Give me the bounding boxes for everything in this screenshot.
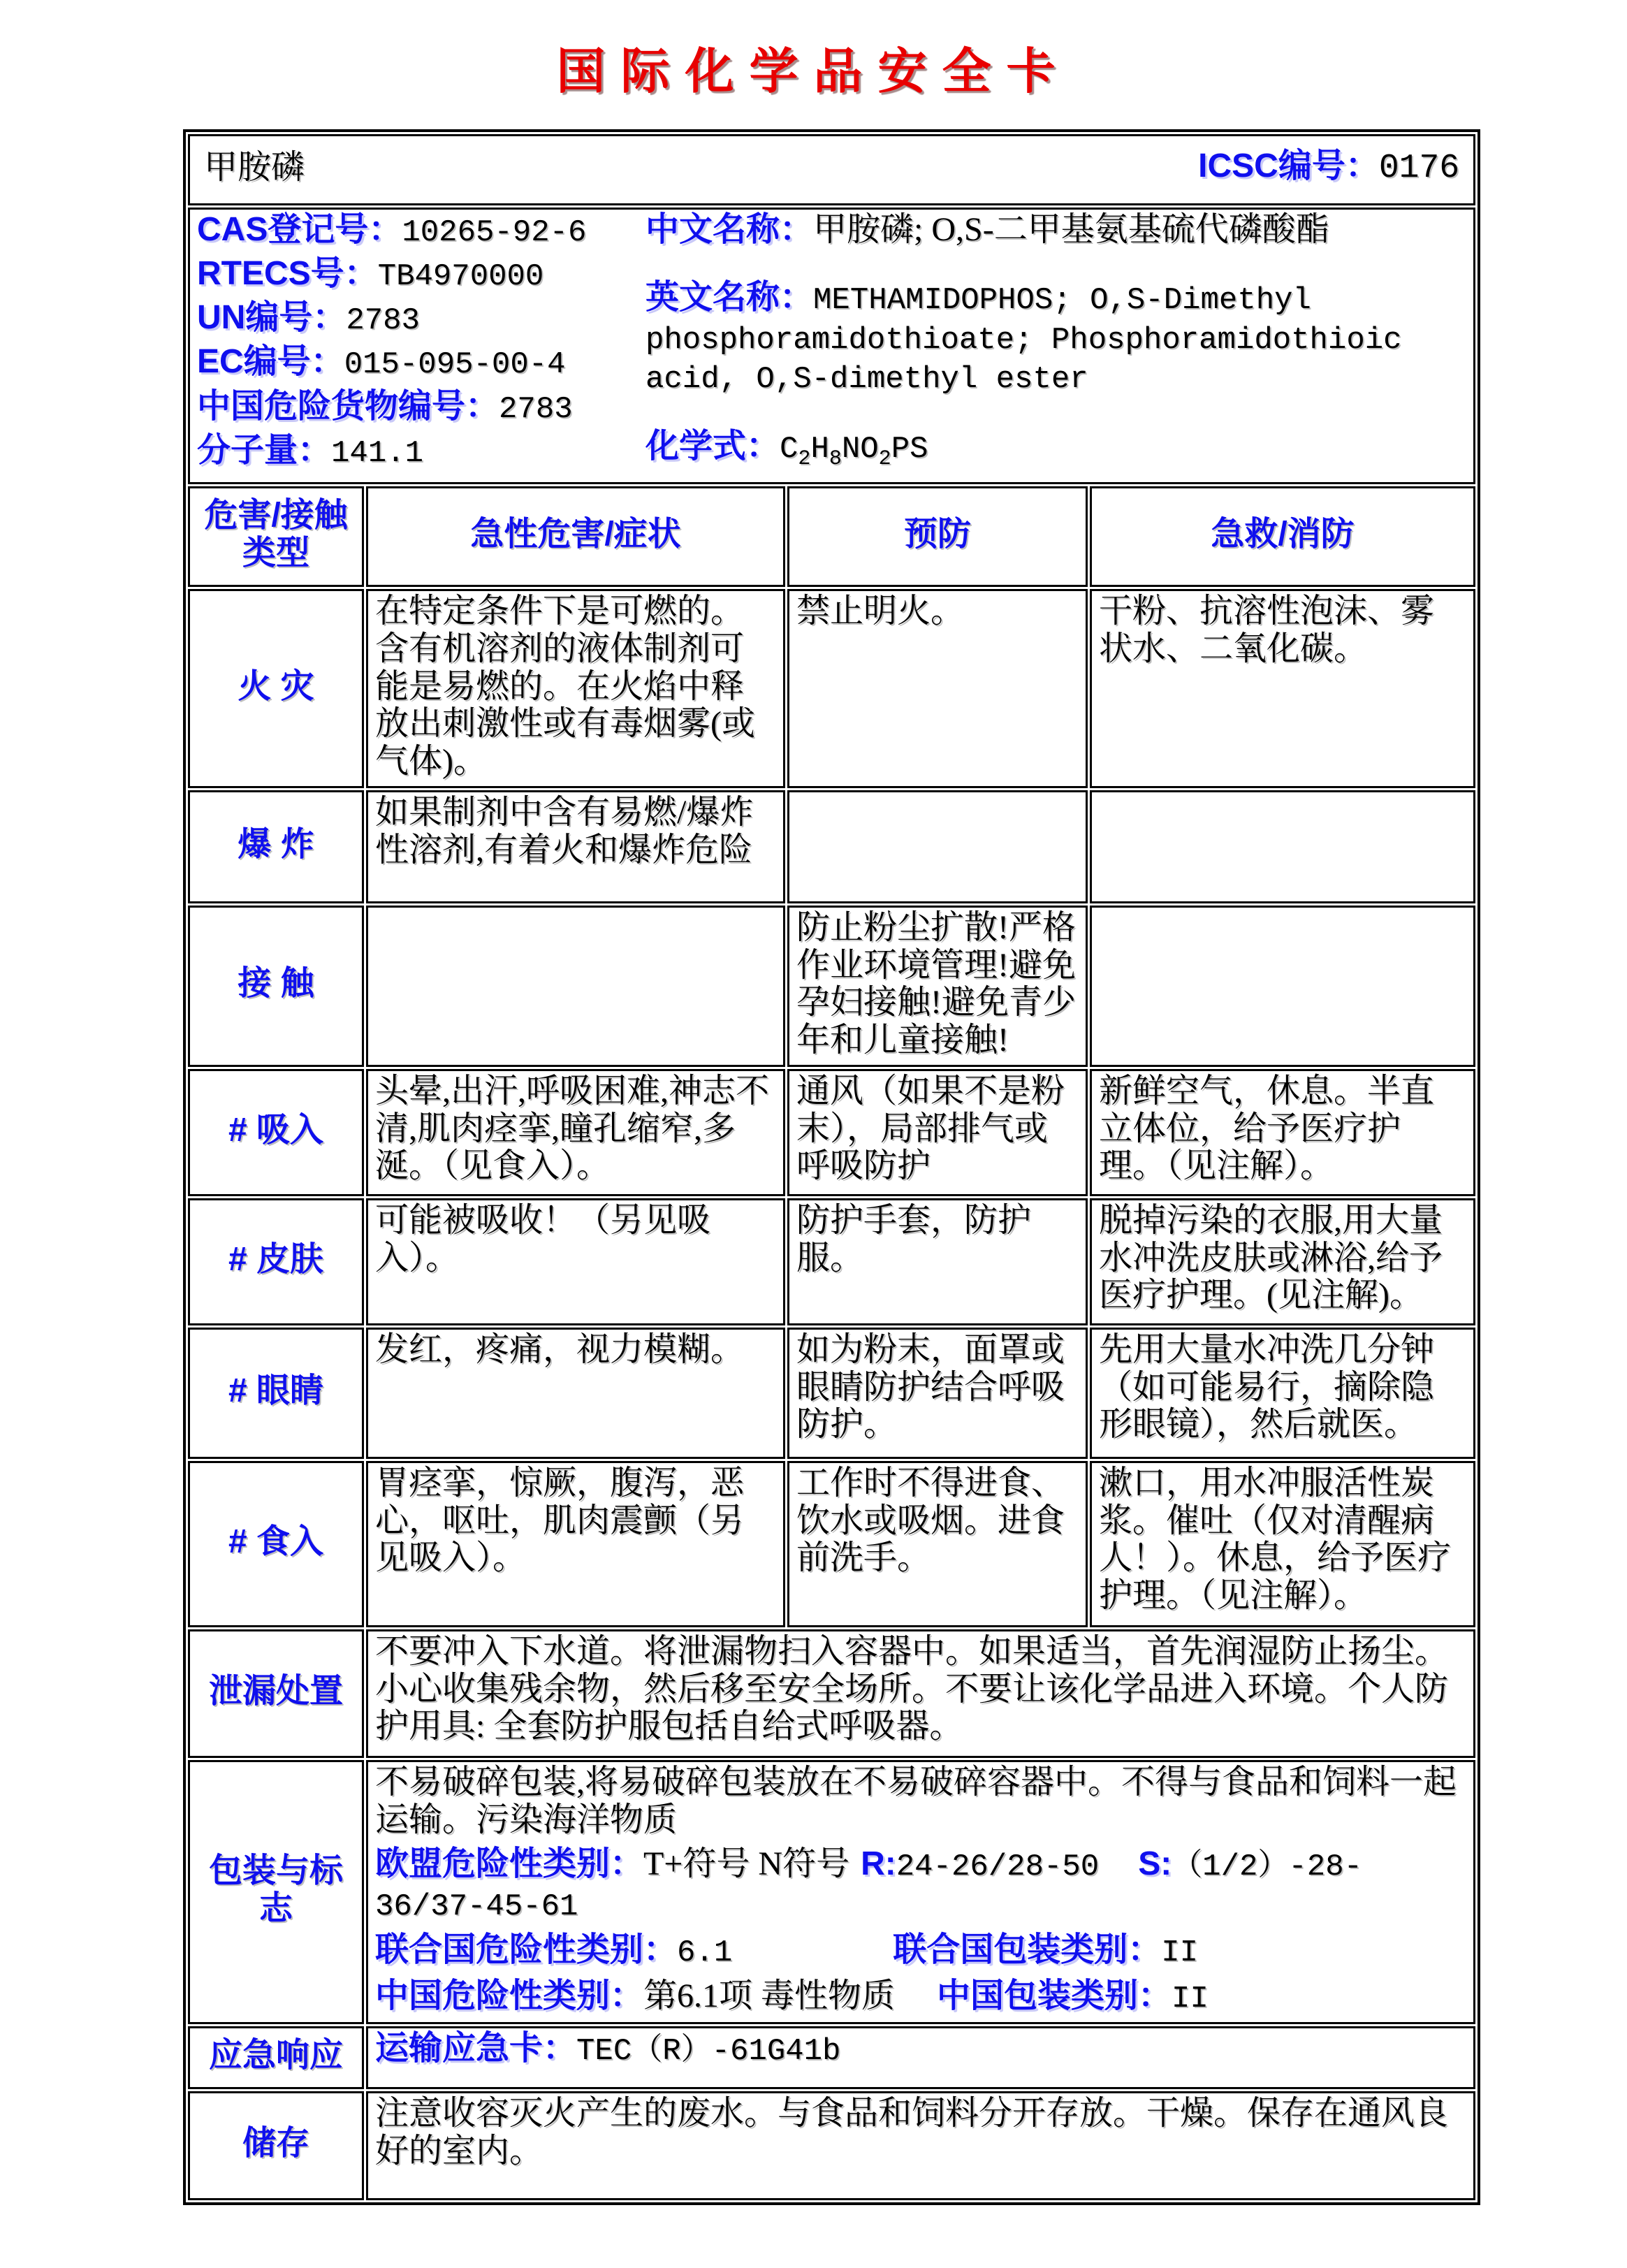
registry-value: 2783 bbox=[499, 391, 573, 427]
cn-hazard-class-value: 第6.1项 毒性物质 bbox=[643, 1977, 896, 2015]
transport-card-label: 运输应急卡： bbox=[375, 2030, 577, 2067]
inhalation-symptoms-cell: 头晕,出汗,呼吸困难,神志不清,肌肉痉挛,瞳孔缩窄,多涎。（见食入）。 bbox=[366, 1069, 785, 1196]
skin-prevention-cell: 防护手套，防护服。 bbox=[787, 1198, 1088, 1325]
identification-cell bbox=[188, 208, 1475, 484]
column-header-firstaid: 急救/消防 bbox=[1090, 486, 1475, 587]
un-hazard-class-label: 联合国危险性类别： bbox=[375, 1931, 678, 1968]
un-hazard-class-value: 6.1 bbox=[677, 1935, 733, 1970]
r-phrases-label: R: bbox=[861, 1845, 896, 1883]
skin-symptoms-cell: 可能被吸收！（另见吸入）。 bbox=[366, 1198, 785, 1325]
r-phrases-value: 24-26/28-50 bbox=[896, 1849, 1100, 1885]
ingestion-firstaid-cell: 漱口，用水冲服活性炭浆。催吐（仅对清醒病人！）。休息，给予医疗护理。（见注解）。 bbox=[1090, 1461, 1475, 1627]
explosion-firstaid-cell bbox=[1090, 790, 1475, 903]
registry-label: UN编号： bbox=[197, 299, 346, 337]
explosion-symptoms-cell: 如果制剂中含有易燃/爆炸性溶剂,有着火和爆炸危险 bbox=[366, 790, 785, 903]
storage-label: 储存 bbox=[188, 2091, 364, 2200]
cn-pack-group-value: II bbox=[1172, 1982, 1209, 2017]
ingestion-symptoms-cell: 胃痉挛，惊厥，腹泻，恶心，呕吐，肌肉震颤（另见吸入）。 bbox=[366, 1461, 785, 1627]
icsc-card bbox=[183, 129, 1480, 2205]
registry-value: 2783 bbox=[346, 303, 420, 339]
hazard-row-fire-label: 火 灾 bbox=[188, 589, 364, 788]
un-pack-group-label: 联合国包装类别： bbox=[893, 1931, 1162, 1968]
explosion-prevention-cell bbox=[787, 790, 1088, 903]
exposure-symptoms-cell bbox=[366, 906, 785, 1067]
eu-hazard-symbols: T+符号 N符号 bbox=[643, 1845, 850, 1883]
cn-class-line bbox=[375, 1977, 1466, 2016]
column-header-hazard-type: 危害/接触类型 bbox=[188, 486, 364, 587]
formula-value: $C_2H_8NO_2PS$ bbox=[780, 431, 928, 471]
skin-firstaid-cell: 脱掉污染的衣服,用大量水冲洗皮肤或淋浴,给予医疗护理。(见注解)。 bbox=[1090, 1198, 1475, 1325]
hazard-row-inhalation-label: # 吸入 bbox=[188, 1069, 364, 1196]
un-pack-group-value: II bbox=[1161, 1935, 1199, 1970]
hazard-row-fire bbox=[188, 589, 1475, 788]
page-title: 国际化学品安全卡 bbox=[556, 45, 1071, 99]
identification-row bbox=[188, 208, 1475, 484]
registry-list bbox=[197, 211, 645, 471]
icsc-table bbox=[183, 129, 1480, 2205]
registry-label: CAS登记号： bbox=[197, 211, 402, 248]
hazard-row-explosion-label: 爆 炸 bbox=[188, 790, 364, 903]
column-header-prevention: 预防 bbox=[787, 486, 1088, 587]
hazard-row-eyes-label: # 眼睛 bbox=[188, 1328, 364, 1459]
icsc-number-value: 0176 bbox=[1378, 150, 1460, 188]
chinese-name-line bbox=[645, 211, 1466, 249]
formula-label: 化学式： bbox=[645, 427, 780, 465]
formula-line bbox=[645, 428, 1466, 471]
spill-row bbox=[188, 1629, 1475, 1758]
registry-item-rtecs bbox=[197, 255, 645, 294]
spill-label: 泄漏处置 bbox=[188, 1629, 364, 1758]
registry-label: 分子量： bbox=[197, 431, 332, 469]
s-phrases-label: S: bbox=[1138, 1845, 1172, 1883]
registry-item-cas bbox=[197, 211, 645, 250]
registry-value: 141.1 bbox=[331, 435, 424, 471]
storage-text-cell: 注意收容灭火产生的废水。与食品和饲料分开存放。干燥。保存在通风良好的室内。 bbox=[366, 2091, 1475, 2200]
fire-symptoms-cell: 在特定条件下是可燃的。含有机溶剂的液体制剂可能是易燃的。在火焰中释放出刺激性或有毒烟雾(或气体)。 bbox=[366, 589, 785, 788]
masthead-row bbox=[188, 134, 1475, 205]
registry-item-molweight bbox=[197, 432, 645, 471]
chinese-name-value: 甲胺磷; O,S-二甲基氨基硫代磷酸酯 bbox=[813, 211, 1329, 248]
hazard-row-ingestion bbox=[188, 1461, 1475, 1627]
registry-item-un bbox=[197, 299, 645, 338]
registry-label: 中国危险货物编号： bbox=[197, 387, 499, 425]
cn-pack-group-label: 中国包装类别： bbox=[937, 1977, 1172, 2015]
english-name-label: 英文名称： bbox=[645, 279, 814, 317]
eyes-symptoms-cell: 发红，疼痛，视力模糊。 bbox=[366, 1328, 785, 1459]
fire-firstaid-cell: 干粉、抗溶性泡沫、雾状水、二氧化碳。 bbox=[1090, 589, 1475, 788]
registry-value: 015-095-00-4 bbox=[344, 347, 566, 383]
registry-item-china-dg bbox=[197, 388, 645, 427]
cn-hazard-class-label: 中国危险性类别： bbox=[375, 1977, 644, 2015]
masthead-cell bbox=[188, 134, 1475, 205]
eyes-firstaid-cell: 先用大量水冲洗几分钟（如可能易行，摘除隐形眼镜），然后就医。 bbox=[1090, 1328, 1475, 1459]
hazard-row-eyes bbox=[188, 1328, 1475, 1459]
registry-value: TB4970000 bbox=[377, 259, 544, 295]
column-header-symptoms: 急性危害/症状 bbox=[366, 486, 785, 587]
names-block bbox=[645, 211, 1466, 471]
hazard-row-exposure-label: 接 触 bbox=[188, 906, 364, 1067]
registry-value: 10265-92-6 bbox=[402, 215, 587, 250]
exposure-firstaid-cell bbox=[1090, 906, 1475, 1067]
hazard-row-skin-label: # 皮肤 bbox=[188, 1198, 364, 1325]
packaging-content-cell bbox=[366, 1760, 1475, 2025]
spill-text-cell: 不要冲入下水道。将泄漏物扫入容器中。如果适当，首先润湿防止扬尘。小心收集残余物，然后移至安全场所。不要让该化学品进入环境。个人防护用具: 全套防护服包括自给式呼吸器。 bbox=[366, 1629, 1475, 1758]
ingestion-prevention-cell: 工作时不得进食、饮水或吸烟。进食前洗手。 bbox=[787, 1461, 1088, 1627]
inhalation-prevention-cell: 通风（如果不是粉末），局部排气或呼吸防护 bbox=[787, 1069, 1088, 1196]
hazard-row-explosion bbox=[188, 790, 1475, 903]
icsc-number-label: ICSC编号： bbox=[1198, 147, 1379, 185]
emergency-row bbox=[188, 2026, 1475, 2089]
eu-hazard-line bbox=[375, 1845, 1466, 1924]
exposure-prevention-cell: 防止粉尘扩散!严格作业环境管理!避免孕妇接触!避免青少年和儿童接触! bbox=[787, 906, 1088, 1067]
registry-label: EC编号： bbox=[197, 343, 344, 381]
inhalation-firstaid-cell: 新鲜空气，休息。半直立体位，给予医疗护理。（见注解）。 bbox=[1090, 1069, 1475, 1196]
packaging-intro: 不易破碎包装,将易破碎包装放在不易破碎容器中。不得与食品和饲料一起运输。污染海洋物质 bbox=[375, 1763, 1457, 1838]
registry-item-ec bbox=[197, 343, 645, 382]
eu-hazard-label: 欧盟危险性类别： bbox=[375, 1845, 644, 1883]
english-name-value: METHAMIDOPHOS; O,S-Dimethyl phosphoramidothioate; Phosphoramidothioic acid, O,S-dimethyl ester bbox=[645, 283, 1402, 397]
un-class-line bbox=[375, 1931, 1466, 1970]
transport-card-value: TEC（R）-61G41b bbox=[576, 2034, 841, 2070]
english-name-line bbox=[645, 279, 1466, 397]
emergency-content-cell bbox=[366, 2026, 1475, 2089]
registry-label: RTECS号： bbox=[197, 255, 378, 293]
hazard-row-ingestion-label: # 食入 bbox=[188, 1461, 364, 1627]
substance-name: 甲胺磷 bbox=[204, 149, 305, 187]
icsc-number bbox=[1198, 147, 1459, 188]
eyes-prevention-cell: 如为粉末，面罩或眼睛防护结合呼吸防护。 bbox=[787, 1328, 1088, 1459]
emergency-label: 应急响应 bbox=[188, 2026, 364, 2089]
fire-prevention-cell: 禁止明火。 bbox=[787, 589, 1088, 788]
packaging-label: 包装与标志 bbox=[188, 1760, 364, 2025]
hazard-header-row bbox=[188, 486, 1475, 587]
chinese-name-label: 中文名称： bbox=[645, 211, 814, 248]
hazard-row-skin bbox=[188, 1198, 1475, 1325]
hazard-row-exposure bbox=[188, 906, 1475, 1067]
packaging-row bbox=[188, 1760, 1475, 2025]
hazard-row-inhalation bbox=[188, 1069, 1475, 1196]
storage-row bbox=[188, 2091, 1475, 2200]
s-phrases-value: （1/2）-28-36/37-45-61 bbox=[375, 1849, 1363, 1924]
